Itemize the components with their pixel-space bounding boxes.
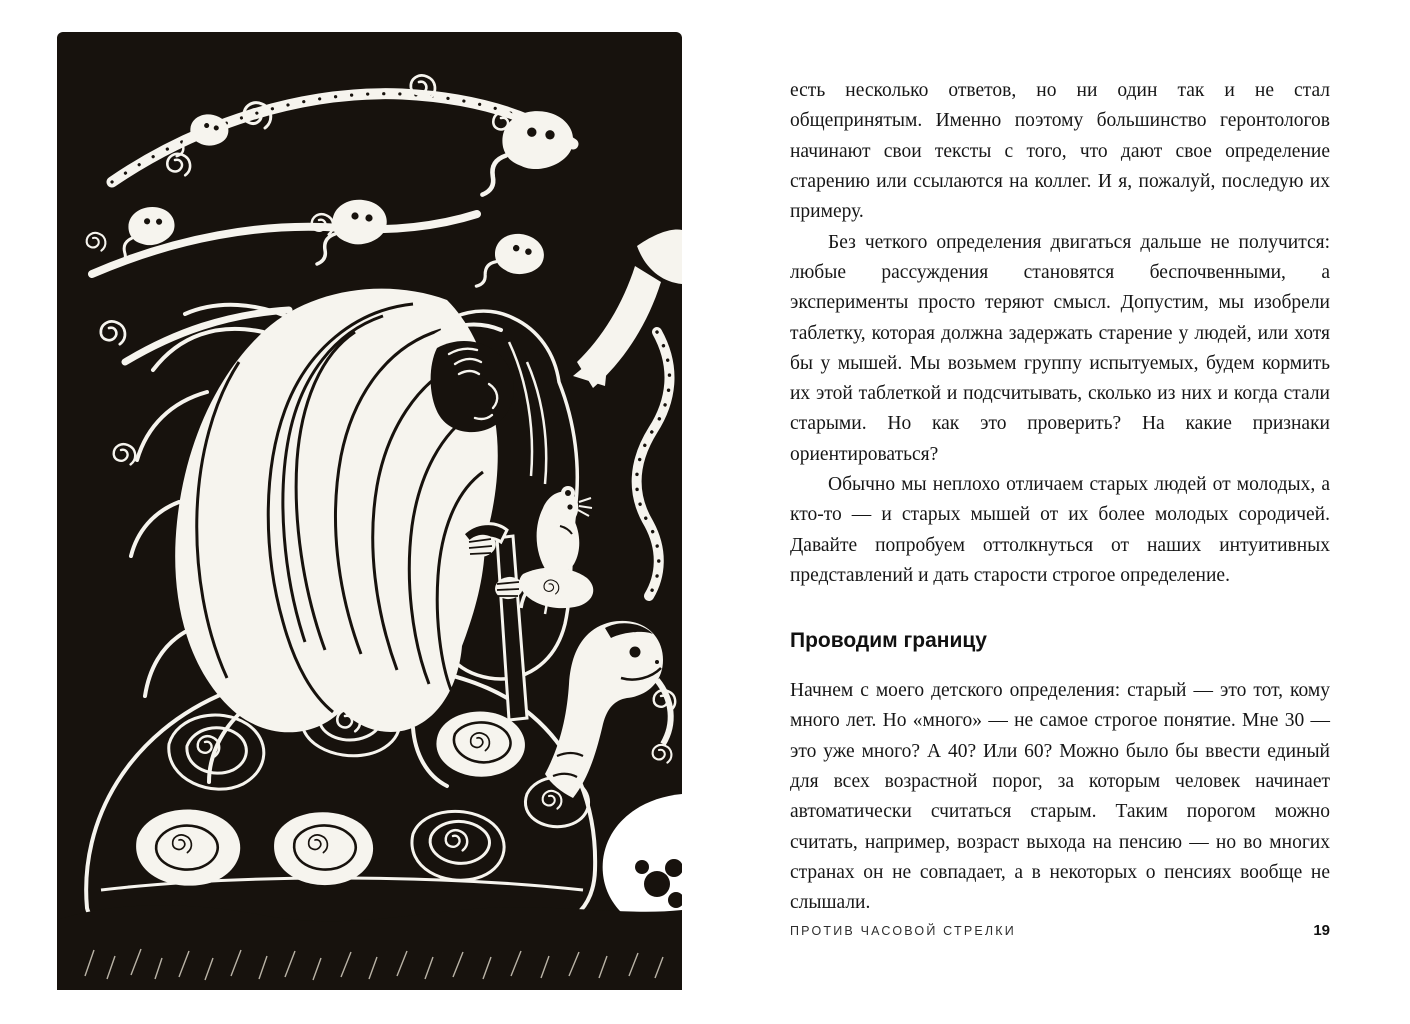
- body-text: [790, 0, 1330, 918]
- body-paragraph: Без четкого определения двигаться дальше не получится: любые рассуждения становятся беспочвенными, а эксперименты просто теряют смысл. Допустим, мы изобрели таблетку, которая должна задержать старение у людей, или хотя бы у мышей. Мы возьмем группу испытуемых, будем кормить их этой таблеткой и подсчитывать, сколько из них и когда стали старыми. Но как это проверить? На какие признаки ориентироваться?: [790, 231, 1330, 465]
- running-title: ПРОТИВ ЧАСОВОЙ СТРЕЛКИ: [790, 924, 1016, 938]
- page-number: 19: [1313, 922, 1330, 939]
- left-page: [57, 32, 682, 990]
- book-illustration: [57, 32, 682, 990]
- right-page: [790, 0, 1330, 1024]
- body-paragraph: есть несколько ответов, но ни один так и не стал общепринятым. Именно поэтому большинство геронтологов начинают свои тексты с того, что дают свое определение старению или ссылаются на коллег. И я, пожалуй, последую их примеру.: [790, 80, 1330, 223]
- body-paragraph: Обычно мы неплохо отличаем старых людей от молодых, а кто-то — и старых мышей от их более молодых сородичей. Давайте попробуем оттолкнуться от наших интуитивных представлений и дать старости строгое определение.: [790, 474, 1330, 586]
- section-heading: Проводим границу: [790, 629, 987, 653]
- body-paragraph: Начнем с моего детского определения: старый — это тот, кому много лет. Но «много» — не самое строгое понятие. Мне 30 — это уже много? А 40? Или 60? Можно было бы ввести единый для всех возрастной порог, за которым человек начинает автоматически считаться старым. Таким порогом можно считать, например, возраст выхода на пенсию — но во многих странах он не совпадает, а в некоторых о пенсиях вообще не слышали.: [790, 679, 1330, 914]
- page-footer: [790, 922, 1330, 939]
